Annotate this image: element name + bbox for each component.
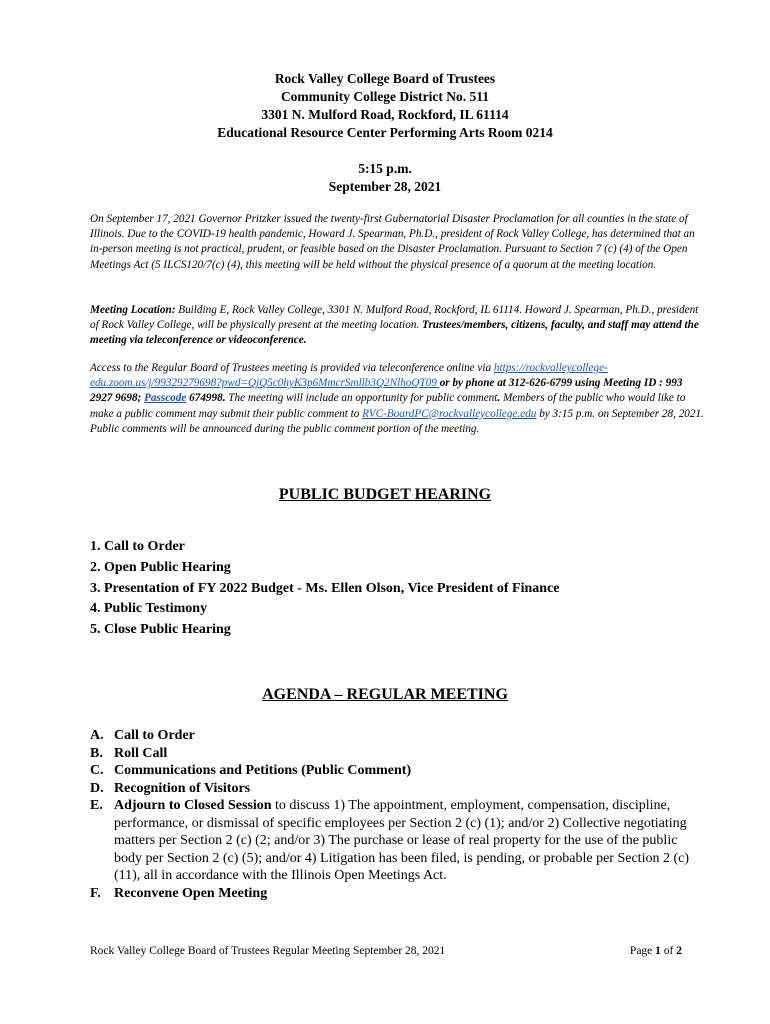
proclamation-notice: On September 17, 2021 Governor Pritzker issued the twenty-first Gubernatorial Disaster Proclamation for all counties in the state of Illinois. Due to the COVID-19 health pandemic, Howard J. Spearman, Ph.D., president of Rock Valley College, has determined that an in-person meeting is not practical, prudent, or feasible based on the Disaster Proclamation. Pursuant to Section 7 (c) (4) of the Open Meetings Act (5 ILCS120/7(c) (4), this meeting will be held without the physical presence of a quorum at the meeting location. (90, 213, 695, 271)
meeting-date: September 28, 2021 (328, 179, 442, 194)
footer-title: Rock Valley College Board of Trustees Regular Meeting September 28, 2021 (90, 945, 446, 957)
closed-session-description: to discuss 1) The appointment, employment, compensation, discipline, performance, or dismissal of specific employees per Section 2 (c) (1); and/or 2) Collective negotiating matters per Section 2 (c) (2; and/or 3) The purchase or lease of real property for the use of the public body per Section 2 (c) (5); and/or 4) Litigation has been filed, is pending, or probable per Section 2 (c) (11), all in accordance with the Illinois Open Meetings Act. (114, 798, 689, 883)
agenda-item: B. Roll Call (90, 745, 168, 761)
access-notice: Access to the Regular Board of Trustees meeting is provided via teleconference online via https://rockvalleycollege-edu.zoom.us/j/99329279698?pwd=QjQ5c0hyK3p6MmcrSmllb3Q2NlhoQT09 or by phone at 312-626-6799 using Meeting ID : 993 2927 9698; Passcode 674998. The meeting will include an opportunity for public comment. Members of the public who would like to make a public comment may submit their public comment to RVC-BoardPC@rockvalleycollege.edu by 3:15 p.m. on September 28, 2021. Public comments will be announced during the public comment portion of the meeting. (90, 362, 704, 435)
location-label: Meeting Location: (90, 304, 176, 316)
meeting-time: 5:15 p.m. (358, 161, 412, 176)
district-name: Community College District No. 511 (280, 89, 490, 104)
list-item: 5. Close Public Hearing (90, 622, 231, 638)
org-name: Rock Valley College Board of Trustees (274, 71, 496, 86)
agenda-title: AGENDA – REGULAR MEETING (262, 686, 508, 703)
budget-hearing-title: PUBLIC BUDGET HEARING (278, 486, 492, 503)
agenda-item: A. Call to Order (90, 728, 195, 743)
passcode-value: 674998. (186, 392, 226, 405)
meeting-header (0, 70, 770, 196)
location-bold: Trustees/members, citizens, faculty, and staff may attend the meeting via teleconference or videoconference. (90, 319, 699, 347)
list-item: 1. Call to Order (90, 539, 185, 554)
agenda-item: C. Communications and Petitions (Public Comment) (90, 763, 412, 778)
phone-info: or by phone at 312-626-6799 using Meeting ID : 993 2927 9698; (90, 377, 683, 405)
list-item: 3. Presentation of FY 2022 Budget - Ms. Ellen Olson, Vice President of Finance (90, 580, 560, 596)
agenda-item: D. Recognition of Visitors (90, 780, 251, 796)
agenda-list (90, 727, 690, 902)
list-item: 4. Public Testimony (90, 601, 208, 617)
address: 3301 N. Mulford Road, Rockford, IL 61114 (261, 107, 509, 122)
zoom-link[interactable]: https://rockvalleycollege-edu.zoom.us/j/99329279698?pwd=QjQ5c0hyK3p6MmcrSmllb3Q2NlhoQT09 (90, 362, 608, 390)
location-text: Building E, Rock Valley College, 3301 N. Mulford Road, Rockford, IL 61114. Howard J. Spearman, Ph.D., president of Rock Valley College, will be physically present at the meeting location. (90, 304, 699, 332)
comment-opportunity: The meeting will include an opportunity for public comment (225, 392, 498, 405)
list-item: 2. Open Public Hearing (90, 559, 231, 575)
deadline-text: by 3:15 p.m. on September 28, 2021. Public comments will be announced during the public comment portion of the meeting. (90, 407, 704, 435)
access-text: Access to the Regular Board of Trustees meeting is provided via teleconference online via (90, 362, 494, 374)
members-text: Members of the public who would like to make a public comment may submit their public comment to (90, 392, 686, 420)
meeting-location-notice (90, 303, 705, 349)
email-link[interactable]: RVC-BoardPC@rockvalleycollege.edu (362, 407, 537, 420)
budget-hearing-list (90, 537, 730, 641)
page-footer (90, 945, 682, 957)
page-number: Page 1 of 2 (629, 945, 682, 957)
passcode-link[interactable]: Passcode (144, 392, 187, 405)
room: Educational Resource Center Performing Arts Room 0214 (217, 125, 553, 140)
agenda-item: E. Adjourn to Closed Session to discuss 1) The appointment, employment, compensation, discipline, performance, or dismissal of specific employees per Section 2 (c) (1); and/or 2) Collective negotiating matters per Section 2 (c) (2; and/or 3) The purchase or lease of real property for the use of the public body per Section 2 (c) (5); and/or 4) Litigation has been filed, is pending, or probable per Section 2 (c) (11), all in accordance with the Illinois Open Meetings Act. (90, 798, 689, 883)
agenda-item: F. Reconvene Open Meeting (90, 885, 268, 901)
